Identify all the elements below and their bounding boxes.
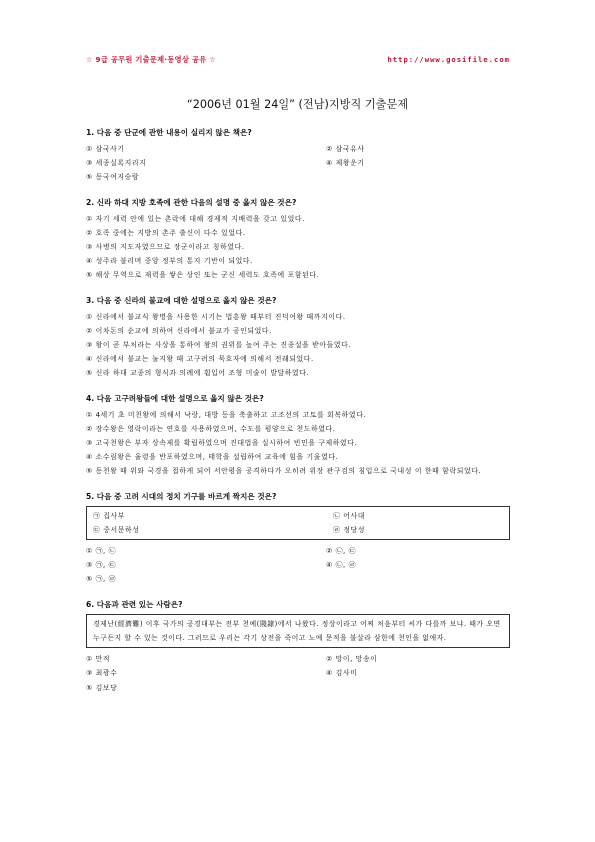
- question-title: 6. 다음과 관련 있는 사람은?: [86, 599, 183, 609]
- question-1: [86, 128, 510, 185]
- option-2: ② ㉡, ㉢: [326, 547, 357, 556]
- choices-box: [86, 506, 510, 540]
- option-1: ① ㉠, ㉡: [86, 547, 117, 556]
- option-2: ② 장수왕은 영락이라는 연호를 사용하였으며, 수도를 평양으로 천도하였다.: [86, 424, 336, 433]
- options-grid: [86, 652, 510, 695]
- question-title: 3. 다음 중 신라의 불교에 대한 설명으로 옳지 않은 것은?: [86, 295, 277, 305]
- option-5: ⑤ 신라 하대 교종의 형식과 의례에 휩입어 조형 미술이 발달하였다.: [86, 369, 310, 378]
- option-3: ③ ㉠, ㉢: [86, 561, 117, 570]
- box-item: ㉠ 집사부: [93, 511, 126, 520]
- question-2: [86, 198, 510, 283]
- header-url[interactable]: http://www.gosifile.com: [387, 55, 510, 64]
- option-1: ① 삼국사기: [86, 145, 125, 153]
- question-title: 4. 다음 고구려왕들에 대한 설명으로 옳지 않은 것은?: [86, 393, 264, 403]
- box-item: ㉣ 정당성: [333, 525, 366, 534]
- option-1: ① 신라에서 불교식 왕명을 사용한 시기는 법흥왕 때부터 진덕여왕 때까지이다.: [86, 312, 346, 321]
- option-1: ① 4세기 초 미천왕에 의해서 낙랑, 대방 등을 축출하고 고조선의 고토를 회복하였다.: [86, 410, 367, 419]
- option-1: ① 만적: [86, 655, 111, 664]
- question-list: [86, 128, 510, 708]
- page-header: [86, 55, 510, 67]
- option-5: ⑤ 동천왕 때 위와 국경을 접하게 되어 서안평을 공격하다가 오히려 위장 관구검의 침입으로 국내성 이 한때 함락되었다.: [86, 467, 482, 476]
- option-2: ② 삼국유사: [326, 145, 365, 153]
- option-3: ③ 세종실록지리지: [86, 159, 147, 168]
- passage-text: 경제난(經濟難) 이후 국가의 공경대부는 전부 천예(賤隷)에서 나왔다. 정상이라고 어찌 처음부터 씨가 다를까 보냐. 때가 오면 누구든지 할 수 있는 것이다. 그러므로 우리는 각기 상전을 죽이고 노예 문적을 불살라 삼한에 천인을 없애자.: [93, 619, 501, 642]
- header-left-text: ☆ 9급 공무원 기출문제·동영상 공유 ☆: [86, 55, 216, 64]
- question-5: [86, 492, 510, 587]
- option-3: ③ 사병의 지도자였으므로 장군이라고 칭하였다.: [86, 243, 245, 252]
- question-title: 1. 다음 중 단군에 관한 내용이 실리지 않은 책은?: [86, 128, 252, 137]
- option-5: ⑤ ㉠, ㉣: [86, 575, 117, 584]
- question-title: 5. 다음 중 고려 시대의 정치 기구를 바르게 짝지은 것은?: [86, 491, 277, 501]
- option-4: ④ 김사미: [326, 669, 358, 678]
- box-item: ㉢ 중서문하성: [93, 525, 140, 534]
- option-5: ⑤ 동국여지승람: [86, 173, 140, 182]
- options-grid: [86, 544, 510, 587]
- box-item: ㉡ 어사대: [333, 511, 366, 520]
- option-3: ③ 고국천왕은 부자 상속제를 확립하였으며 진대법을 실시하여 빈민을 구제하였다.: [86, 439, 358, 448]
- option-2: ② 이차돈의 순교에 의하여 신라에서 불교가 공인되었다.: [86, 326, 272, 335]
- option-1: ① 자기 세력 안에 있는 촌락에 대해 경제적 지배력을 갖고 있었다.: [86, 214, 305, 223]
- question-3: [86, 296, 510, 381]
- box-items-grid: [93, 509, 503, 537]
- option-2: ② 호족 중에는 지방의 촌주 출신이 다수 있었다.: [86, 228, 246, 237]
- page-title: “2006년 01월 24일” (전남)지방직 기출문제: [186, 98, 409, 111]
- option-2: ② 망이, 망송이: [326, 655, 378, 664]
- option-4: ④ 신라에서 불교는 눌지왕 때 고구려의 묵호자에 의해서 전래되었다.: [86, 355, 314, 364]
- option-3: ③ 최광수: [86, 669, 118, 678]
- passage-box: [86, 614, 510, 649]
- options-grid: [86, 142, 510, 185]
- option-3: ③ 왕이 곧 부처라는 사상을 통하여 왕의 권위를 높여 주는 진종설을 받아들였다.: [86, 341, 352, 350]
- question-title: 2. 신라 하대 지방 호족에 관한 다음의 설명 중 옳지 않은 것은?: [86, 197, 297, 207]
- option-5: ⑤ 해상 무역으로 재력을 쌓은 상인 또는 군신 세력도 호족에 포함된다.: [86, 271, 320, 280]
- option-5: ⑤ 김보당: [86, 683, 118, 692]
- option-4: ④ 성주라 불리며 중앙 정부의 통지 기반이 되었다.: [86, 257, 253, 266]
- question-6: [86, 600, 510, 695]
- option-4: ④ ㉡, ㉣: [326, 561, 357, 570]
- option-4: ④ 소수림왕은 율령을 반포하였으며, 태학을 설립하여 교육에 힘을 기울였다.: [86, 453, 339, 462]
- option-4: ④ 제왕운기: [326, 159, 365, 168]
- question-4: [86, 394, 510, 479]
